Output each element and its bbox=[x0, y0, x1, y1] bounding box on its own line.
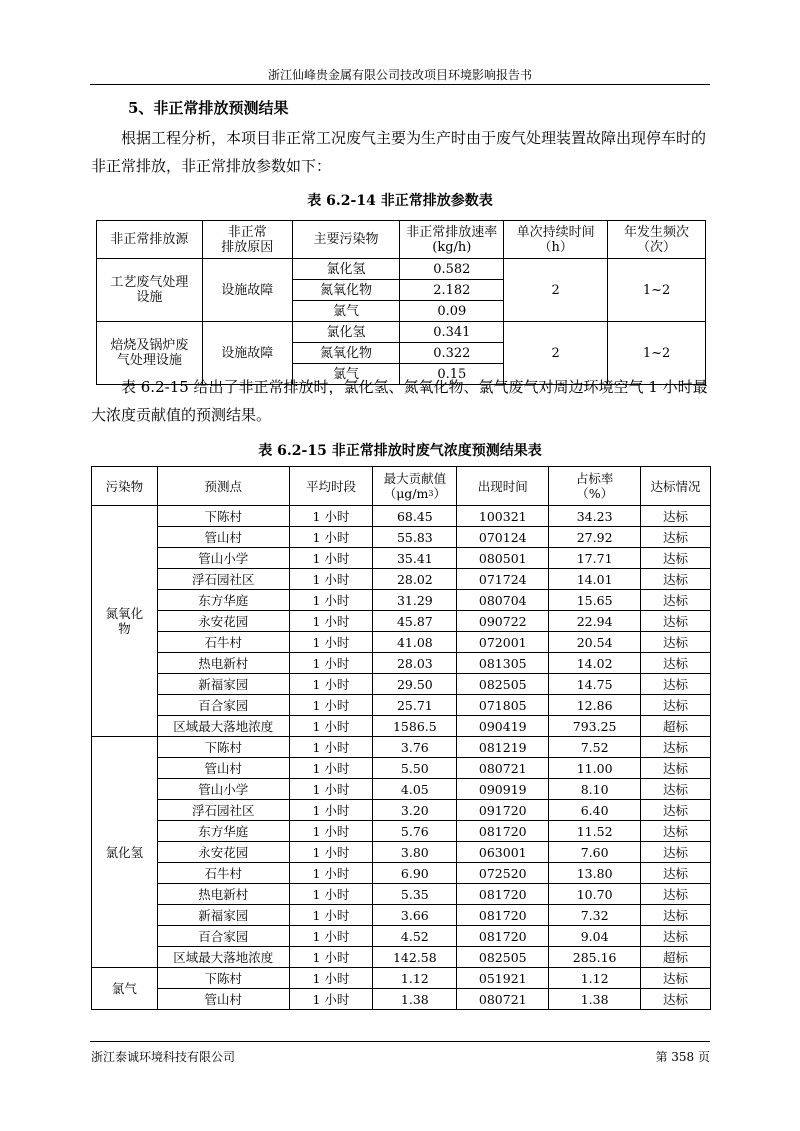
emission-reason-cell: 设施故障 bbox=[202, 322, 292, 385]
average-period-cell: 1 小时 bbox=[289, 590, 373, 611]
occurrence-time-cell: 081720 bbox=[457, 905, 549, 926]
table2-row bbox=[92, 926, 711, 947]
header-max-contribution: 最大贡献值 $(\mu g/m^3)$ bbox=[373, 467, 457, 506]
header-rule bbox=[90, 84, 710, 85]
compliance-status-cell: 达标 bbox=[641, 968, 711, 989]
frequency-cell: 1~2 bbox=[608, 322, 706, 385]
prediction-point-cell: 热电新村 bbox=[157, 653, 289, 674]
average-period-cell: 1 小时 bbox=[289, 506, 373, 527]
table2-row bbox=[92, 653, 711, 674]
standard-ratio-cell: 6.40 bbox=[549, 800, 641, 821]
average-period-cell: 1 小时 bbox=[289, 569, 373, 590]
compliance-status-cell: 达标 bbox=[641, 800, 711, 821]
compliance-status-cell: 达标 bbox=[641, 653, 711, 674]
header-duration: 单次持续时间 （h） bbox=[504, 221, 608, 259]
average-period-cell: 1 小时 bbox=[289, 989, 373, 1010]
max-contribution-cell: 3.76 bbox=[373, 737, 457, 758]
prediction-point-cell: 百合家园 bbox=[157, 695, 289, 716]
intro-paragraph: 根据工程分析，本项目非正常工况废气主要为生产时由于废气处理装置故障出现停车时的非正常排放，非正常排放参数如下： bbox=[91, 129, 707, 175]
occurrence-time-cell: 072520 bbox=[457, 863, 549, 884]
compliance-status-cell: 达标 bbox=[641, 548, 711, 569]
prediction-point-cell: 区域最大落地浓度 bbox=[157, 947, 289, 968]
table2-row bbox=[92, 989, 711, 1010]
occurrence-time-cell: 080721 bbox=[457, 758, 549, 779]
prediction-point-cell: 东方华庭 bbox=[157, 821, 289, 842]
compliance-status-cell: 达标 bbox=[641, 989, 711, 1010]
pollutant-group-cell: 氯气 bbox=[92, 968, 158, 1010]
max-contribution-cell: 28.02 bbox=[373, 569, 457, 590]
prediction-point-cell: 永安花园 bbox=[157, 842, 289, 863]
concentration-prediction-table bbox=[91, 466, 711, 1010]
max-contribution-cell: 28.03 bbox=[373, 653, 457, 674]
max-contribution-cell: 41.08 bbox=[373, 632, 457, 653]
compliance-status-cell: 超标 bbox=[641, 716, 711, 737]
standard-ratio-cell: 14.75 bbox=[549, 674, 641, 695]
standard-ratio-cell: 285.16 bbox=[549, 947, 641, 968]
table1-header-row bbox=[97, 221, 706, 259]
emission-source-cell: 工艺废气处理 设施 bbox=[97, 259, 203, 322]
max-contribution-cell: 3.80 bbox=[373, 842, 457, 863]
table2-row bbox=[92, 632, 711, 653]
compliance-status-cell: 达标 bbox=[641, 527, 711, 548]
header-compliance: 达标情况 bbox=[641, 467, 711, 506]
standard-ratio-cell: 1.38 bbox=[549, 989, 641, 1010]
emission-source-cell: 焙烧及锅炉废 气处理设施 bbox=[97, 322, 203, 385]
average-period-cell: 1 小时 bbox=[289, 716, 373, 737]
max-contribution-cell: 45.87 bbox=[373, 611, 457, 632]
table2-row bbox=[92, 695, 711, 716]
pollutant-cell: 氯气 bbox=[292, 364, 400, 385]
header-source: 非正常排放源 bbox=[97, 221, 203, 259]
max-contribution-cell: 68.45 bbox=[373, 506, 457, 527]
max-contribution-cell: 31.29 bbox=[373, 590, 457, 611]
occurrence-time-cell: 100321 bbox=[457, 506, 549, 527]
document-header-title: 浙江仙峰贵金属有限公司技改项目环境影响报告书 bbox=[267, 68, 532, 82]
prediction-point-cell: 东方华庭 bbox=[157, 590, 289, 611]
header-reason: 非正常 排放原因 bbox=[202, 221, 292, 259]
max-contribution-cell: 6.90 bbox=[373, 863, 457, 884]
table1-caption: 表 6.2-14 非正常排放参数表 bbox=[307, 193, 493, 209]
compliance-status-cell: 达标 bbox=[641, 758, 711, 779]
max-contribution-cell: 4.05 bbox=[373, 779, 457, 800]
prediction-point-cell: 管山小学 bbox=[157, 779, 289, 800]
table2-row bbox=[92, 716, 711, 737]
abnormal-emission-parameter-table bbox=[96, 220, 706, 385]
compliance-status-cell: 达标 bbox=[641, 737, 711, 758]
pollutant-cell: 氯化氢 bbox=[292, 259, 400, 280]
average-period-cell: 1 小时 bbox=[289, 611, 373, 632]
occurrence-time-cell: 063001 bbox=[457, 842, 549, 863]
max-contribution-cell: 3.20 bbox=[373, 800, 457, 821]
footer-page-number: 第 358 页 bbox=[655, 1050, 710, 1064]
average-period-cell: 1 小时 bbox=[289, 842, 373, 863]
header-occurrence-time: 出现时间 bbox=[457, 467, 549, 506]
duration-cell: 2 bbox=[504, 259, 608, 322]
emission-rate-cell: 2.182 bbox=[400, 280, 504, 301]
average-period-cell: 1 小时 bbox=[289, 800, 373, 821]
average-period-cell: 1 小时 bbox=[289, 674, 373, 695]
standard-ratio-cell: 34.23 bbox=[549, 506, 641, 527]
prediction-point-cell: 石牛村 bbox=[157, 632, 289, 653]
occurrence-time-cell: 081720 bbox=[457, 884, 549, 905]
table2-row bbox=[92, 968, 711, 989]
prediction-point-cell: 百合家园 bbox=[157, 926, 289, 947]
max-contribution-cell: 29.50 bbox=[373, 674, 457, 695]
pollutant-group-cell: 氮氧化 物 bbox=[92, 506, 158, 737]
max-contribution-cell: 35.41 bbox=[373, 548, 457, 569]
standard-ratio-cell: 11.00 bbox=[549, 758, 641, 779]
table2-row bbox=[92, 590, 711, 611]
table2-row bbox=[92, 569, 711, 590]
prediction-point-cell: 永安花园 bbox=[157, 611, 289, 632]
max-contribution-cell: 5.35 bbox=[373, 884, 457, 905]
standard-ratio-cell: 14.01 bbox=[549, 569, 641, 590]
prediction-point-cell: 浮石园社区 bbox=[157, 569, 289, 590]
occurrence-time-cell: 090419 bbox=[457, 716, 549, 737]
standard-ratio-cell: 17.71 bbox=[549, 548, 641, 569]
table2-row bbox=[92, 842, 711, 863]
occurrence-time-cell: 051921 bbox=[457, 968, 549, 989]
average-period-cell: 1 小时 bbox=[289, 653, 373, 674]
occurrence-time-cell: 080721 bbox=[457, 989, 549, 1010]
section-heading: 5、非正常排放预测结果 bbox=[128, 99, 289, 117]
max-contribution-cell: 25.71 bbox=[373, 695, 457, 716]
table2-header-row bbox=[92, 467, 711, 506]
average-period-cell: 1 小时 bbox=[289, 548, 373, 569]
emission-rate-cell: 0.15 bbox=[400, 364, 504, 385]
emission-rate-cell: 0.322 bbox=[400, 343, 504, 364]
emission-rate-cell: 0.341 bbox=[400, 322, 504, 343]
table2-row bbox=[92, 527, 711, 548]
compliance-status-cell: 达标 bbox=[641, 506, 711, 527]
table2-row bbox=[92, 611, 711, 632]
occurrence-time-cell: 090919 bbox=[457, 779, 549, 800]
table2-row bbox=[92, 905, 711, 926]
table2-row bbox=[92, 737, 711, 758]
prediction-point-cell: 下陈村 bbox=[157, 506, 289, 527]
average-period-cell: 1 小时 bbox=[289, 968, 373, 989]
prediction-point-cell: 区域最大落地浓度 bbox=[157, 716, 289, 737]
table1-row bbox=[97, 259, 706, 280]
occurrence-time-cell: 082505 bbox=[457, 947, 549, 968]
prediction-point-cell: 浮石园社区 bbox=[157, 800, 289, 821]
header-pollutant: 污染物 bbox=[92, 467, 158, 506]
table2-caption: 表 6.2-15 非正常排放时废气浓度预测结果表 bbox=[258, 443, 542, 459]
table2-row bbox=[92, 674, 711, 695]
max-contribution-cell: 1586.5 bbox=[373, 716, 457, 737]
prediction-point-cell: 下陈村 bbox=[157, 737, 289, 758]
max-contribution-cell: 1.38 bbox=[373, 989, 457, 1010]
standard-ratio-cell: 20.54 bbox=[549, 632, 641, 653]
compliance-status-cell: 达标 bbox=[641, 842, 711, 863]
prediction-point-cell: 管山村 bbox=[157, 989, 289, 1010]
average-period-cell: 1 小时 bbox=[289, 905, 373, 926]
standard-ratio-cell: 793.25 bbox=[549, 716, 641, 737]
occurrence-time-cell: 071805 bbox=[457, 695, 549, 716]
table2-row bbox=[92, 947, 711, 968]
average-period-cell: 1 小时 bbox=[289, 821, 373, 842]
standard-ratio-cell: 15.65 bbox=[549, 590, 641, 611]
compliance-status-cell: 达标 bbox=[641, 674, 711, 695]
standard-ratio-cell: 7.60 bbox=[549, 842, 641, 863]
compliance-status-cell: 达标 bbox=[641, 779, 711, 800]
max-contribution-cell: 4.52 bbox=[373, 926, 457, 947]
occurrence-time-cell: 072001 bbox=[457, 632, 549, 653]
compliance-status-cell: 达标 bbox=[641, 863, 711, 884]
occurrence-time-cell: 090722 bbox=[457, 611, 549, 632]
standard-ratio-cell: 27.92 bbox=[549, 527, 641, 548]
compliance-status-cell: 达标 bbox=[641, 926, 711, 947]
emission-rate-cell: 0.09 bbox=[400, 301, 504, 322]
emission-rate-cell: 0.582 bbox=[400, 259, 504, 280]
standard-ratio-cell: 22.94 bbox=[549, 611, 641, 632]
prediction-point-cell: 下陈村 bbox=[157, 968, 289, 989]
max-contribution-cell: 5.50 bbox=[373, 758, 457, 779]
compliance-status-cell: 达标 bbox=[641, 905, 711, 926]
standard-ratio-cell: 7.52 bbox=[549, 737, 641, 758]
pollutant-cell: 氯化氢 bbox=[292, 322, 400, 343]
average-period-cell: 1 小时 bbox=[289, 758, 373, 779]
table2-row bbox=[92, 863, 711, 884]
prediction-point-cell: 管山村 bbox=[157, 758, 289, 779]
frequency-cell: 1~2 bbox=[608, 259, 706, 322]
table2-row bbox=[92, 884, 711, 905]
prediction-point-cell: 新福家园 bbox=[157, 905, 289, 926]
prediction-point-cell: 管山小学 bbox=[157, 548, 289, 569]
standard-ratio-cell: 13.80 bbox=[549, 863, 641, 884]
average-period-cell: 1 小时 bbox=[289, 863, 373, 884]
occurrence-time-cell: 081720 bbox=[457, 926, 549, 947]
pollutant-cell: 氮氧化物 bbox=[292, 280, 400, 301]
table2-row bbox=[92, 506, 711, 527]
header-prediction-point: 预测点 bbox=[157, 467, 289, 506]
average-period-cell: 1 小时 bbox=[289, 695, 373, 716]
compliance-status-cell: 达标 bbox=[641, 611, 711, 632]
compliance-status-cell: 达标 bbox=[641, 590, 711, 611]
compliance-status-cell: 达标 bbox=[641, 569, 711, 590]
average-period-cell: 1 小时 bbox=[289, 632, 373, 653]
average-period-cell: 1 小时 bbox=[289, 884, 373, 905]
standard-ratio-cell: 7.32 bbox=[549, 905, 641, 926]
compliance-status-cell: 达标 bbox=[641, 632, 711, 653]
standard-ratio-cell: 10.70 bbox=[549, 884, 641, 905]
occurrence-time-cell: 071724 bbox=[457, 569, 549, 590]
standard-ratio-cell: 14.02 bbox=[549, 653, 641, 674]
pollutant-group-cell: 氯化氢 bbox=[92, 737, 158, 968]
prediction-point-cell: 热电新村 bbox=[157, 884, 289, 905]
compliance-status-cell: 超标 bbox=[641, 947, 711, 968]
max-contribution-cell: 1.12 bbox=[373, 968, 457, 989]
standard-ratio-cell: 9.04 bbox=[549, 926, 641, 947]
occurrence-time-cell: 081219 bbox=[457, 737, 549, 758]
max-contribution-cell: 5.76 bbox=[373, 821, 457, 842]
header-average-period: 平均时段 bbox=[289, 467, 373, 506]
pollutant-cell: 氮氧化物 bbox=[292, 343, 400, 364]
occurrence-time-cell: 091720 bbox=[457, 800, 549, 821]
standard-ratio-cell: 8.10 bbox=[549, 779, 641, 800]
max-contribution-cell: 3.66 bbox=[373, 905, 457, 926]
footer-company: 浙江泰诚环境科技有限公司 bbox=[91, 1050, 236, 1064]
header-rate: 非正常排放速率 (kg/h) bbox=[400, 221, 504, 259]
occurrence-time-cell: 081305 bbox=[457, 653, 549, 674]
prediction-point-cell: 石牛村 bbox=[157, 863, 289, 884]
table2-row bbox=[92, 548, 711, 569]
result-paragraph: 表 6.2-15 给出了非正常排放时，氯化氢、氮氧化物、氯气废气对周边环境空气 1 小时最大浓度贡献值的预测结果。 bbox=[91, 378, 708, 424]
average-period-cell: 1 小时 bbox=[289, 926, 373, 947]
compliance-status-cell: 达标 bbox=[641, 884, 711, 905]
max-contribution-cell: 142.58 bbox=[373, 947, 457, 968]
emission-reason-cell: 设施故障 bbox=[202, 259, 292, 322]
table2-row bbox=[92, 779, 711, 800]
prediction-point-cell: 管山村 bbox=[157, 527, 289, 548]
average-period-cell: 1 小时 bbox=[289, 527, 373, 548]
header-pollutant: 主要污染物 bbox=[292, 221, 400, 259]
footer-rule bbox=[90, 1041, 710, 1042]
occurrence-time-cell: 070124 bbox=[457, 527, 549, 548]
compliance-status-cell: 达标 bbox=[641, 821, 711, 842]
occurrence-time-cell: 080704 bbox=[457, 590, 549, 611]
header-standard-ratio: 占标率 （%） bbox=[549, 467, 641, 506]
occurrence-time-cell: 081720 bbox=[457, 821, 549, 842]
compliance-status-cell: 达标 bbox=[641, 695, 711, 716]
header-frequency: 年发生频次 （次） bbox=[608, 221, 706, 259]
average-period-cell: 1 小时 bbox=[289, 779, 373, 800]
standard-ratio-cell: 1.12 bbox=[549, 968, 641, 989]
occurrence-time-cell: 080501 bbox=[457, 548, 549, 569]
standard-ratio-cell: 12.86 bbox=[549, 695, 641, 716]
table2-row bbox=[92, 821, 711, 842]
table2-row bbox=[92, 758, 711, 779]
max-contribution-cell: 55.83 bbox=[373, 527, 457, 548]
duration-cell: 2 bbox=[504, 322, 608, 385]
average-period-cell: 1 小时 bbox=[289, 947, 373, 968]
table1-row bbox=[97, 322, 706, 343]
occurrence-time-cell: 082505 bbox=[457, 674, 549, 695]
table2-row bbox=[92, 800, 711, 821]
standard-ratio-cell: 11.52 bbox=[549, 821, 641, 842]
prediction-point-cell: 新福家园 bbox=[157, 674, 289, 695]
average-period-cell: 1 小时 bbox=[289, 737, 373, 758]
pollutant-cell: 氯气 bbox=[292, 301, 400, 322]
